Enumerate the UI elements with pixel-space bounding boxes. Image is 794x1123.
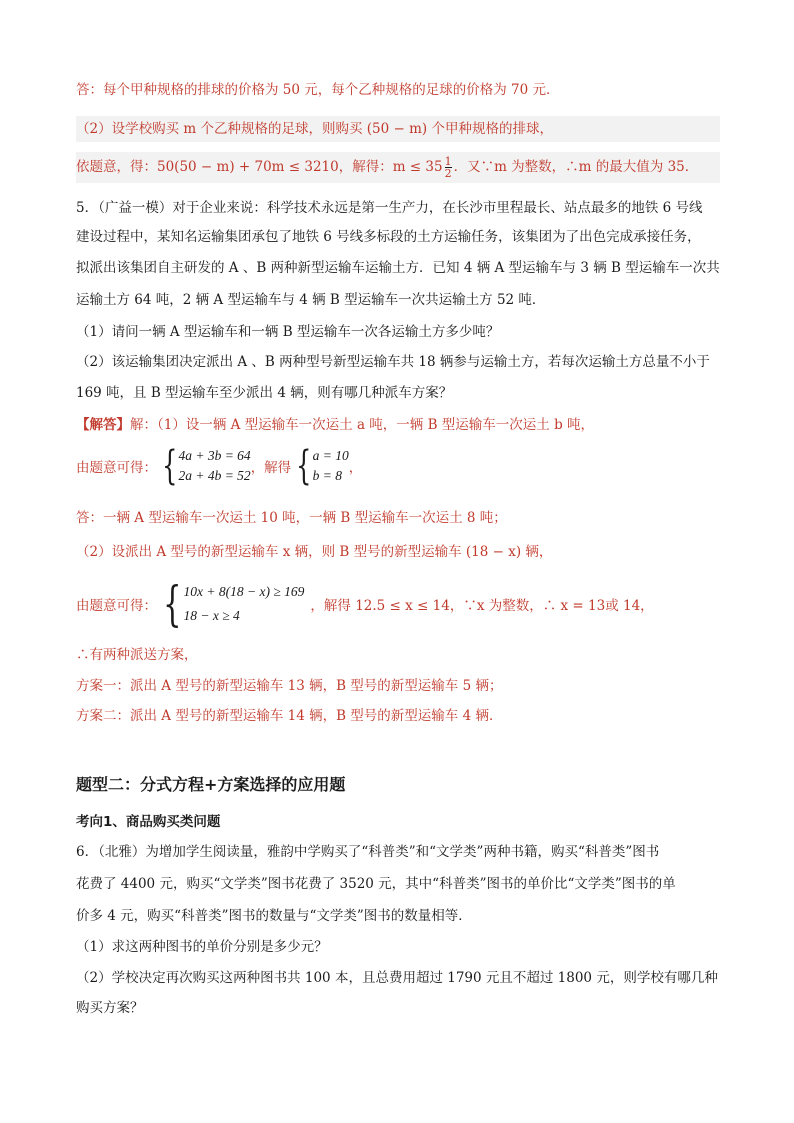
- sys1-sol2: b = 8: [312, 468, 343, 483]
- q6-part2-line-2: 购买方案？: [76, 1000, 144, 1016]
- fraction: $\frac{1}{2}$: [444, 155, 452, 180]
- q6-line-2: 花费了 4400 元，购买“文学类”图书花费了 3520 元，其中“科普类”图书的单价比“文学类”图书的单: [76, 876, 676, 892]
- equation-system-2: [76, 576, 654, 632]
- q6-part1: （1）求这两种图书的单价分别是多少元？: [76, 939, 328, 955]
- sys1-prefix: 由题意可得：: [76, 460, 157, 476]
- sys2-eq2: 18 − x ≥ 4: [183, 608, 240, 623]
- left-brace-icon: {: [163, 576, 182, 632]
- sys2-tail: ，解得 12.5 ≤ x ≤ 14，∵x 为整数，∴ x = 13或 14，: [310, 598, 654, 614]
- sys1-eq2: 2a + 4b = 52: [178, 468, 251, 483]
- solution-tag: 【解答】: [76, 417, 130, 433]
- plan-2: 方案二：派出 A 型号的新型运输车 14 辆，B 型号的新型运输车 4 辆．: [76, 708, 503, 724]
- plan-1: 方案一：派出 A 型号的新型运输车 13 辆，B 型号的新型运输车 5 辆；: [76, 678, 503, 694]
- q5-line-3: 拟派出该集团自主研发的 A 、B 两种新型运输车运输土方．已知 4 辆 A 型运输车与 3 辆 B 型运输车一次共: [76, 260, 720, 276]
- left-brace-icon: {: [162, 443, 178, 489]
- sys1-sol1: a = 10: [312, 448, 349, 463]
- sys2-inequalities: [184, 580, 305, 628]
- subsection-title: 考向1、商品购买类问题: [76, 814, 221, 830]
- left-brace-icon: {: [296, 443, 312, 489]
- q6-line-3: 价多 4 元，购买“科普类”图书的数量与“文学类”图书的数量相等．: [76, 908, 472, 924]
- sys1-end: ，: [348, 460, 363, 476]
- sys1-equations: [178, 446, 250, 486]
- q5-part2-line-2: 169 吨，且 B 型运输车至少派出 4 辆，则有哪几种派车方案？: [76, 385, 453, 401]
- q4-part2-solve: [76, 152, 720, 183]
- q6-line-1: 6．（北雅）为增加学生阅读量，雅韵中学购买了“科普类”和“文学类”两种书籍，购买“科普类”图书: [76, 844, 660, 860]
- q6-part2-line-1: （2）学校决定再次购买这两种图书共 100 本，且总费用超过 1790 元且不超过 1800 元，则学校有哪几种: [76, 970, 718, 986]
- q5-part2-setup: （2）设派出 A 型号的新型运输车 x 辆，则 B 型号的新型运输车 (18 − x) 辆，: [76, 544, 553, 560]
- q4-solve-text: 依题意，得：50(50 − m) + 70m ≤ 3210，解得：m ≤ 35: [76, 159, 443, 175]
- q5-line-1: 5．（广益一模）对于企业来说：科学技术永远是第一生产力，在长沙市里程最长、站点最多的地铁 6 号线: [76, 200, 703, 216]
- sys1-mid: ，解得: [250, 460, 292, 476]
- sys2-prefix: 由题意可得：: [76, 598, 157, 614]
- q5-part2-line-1: （2）该运输集团决定派出 A 、B 两种型号新型运输车共 18 辆参与运输土方，若每次运输土方总量不小于: [76, 354, 710, 370]
- sys1-solutions: [313, 446, 349, 486]
- q5-line-4: 运输土方 64 吨，2 辆 A 型运输车与 4 辆 B 型运输车一次共运输土方 52 吨．: [76, 292, 546, 308]
- q4-part2-setup: （2）设学校购买 m 个乙种规格的足球，则购买 (50 − m) 个甲种规格的排球，: [76, 116, 720, 142]
- answer-truck: 答：一辆 A 型运输车一次运土 10 吨，一辆 B 型运输车一次运土 8 吨；: [76, 510, 507, 526]
- section-title: 题型二：分式方程+方案选择的应用题: [76, 775, 346, 794]
- answer-ball: 答：每个甲种规格的排球的价格为 50 元，每个乙种规格的足球的价格为 70 元．: [76, 82, 560, 98]
- q4-solve-tail: ．又∵m 为整数，∴m 的最大值为 35．: [453, 159, 699, 175]
- two-plans: ∴有两种派送方案，: [76, 647, 198, 663]
- q5-line-2: 建设过程中，某知名运输集团承包了地铁 6 号线多标段的土方运输任务，该集团为了出色完成承接任务，: [76, 229, 701, 245]
- q5-part1: （1）请问一辆 A 型运输车和一辆 B 型运输车一次各运输土方多少吨？: [76, 324, 500, 340]
- sys1-eq1: 4a + 3b = 64: [178, 448, 251, 463]
- sys2-eq1: 10x + 8(18 − x) ≥ 169: [183, 584, 305, 599]
- solution-line: [76, 415, 594, 435]
- solution-text: 解：（1）设一辆 A 型运输车一次运土 a 吨，一辆 B 型运输车一次运土 b 吨，: [130, 417, 595, 433]
- equation-system-1: [76, 443, 363, 489]
